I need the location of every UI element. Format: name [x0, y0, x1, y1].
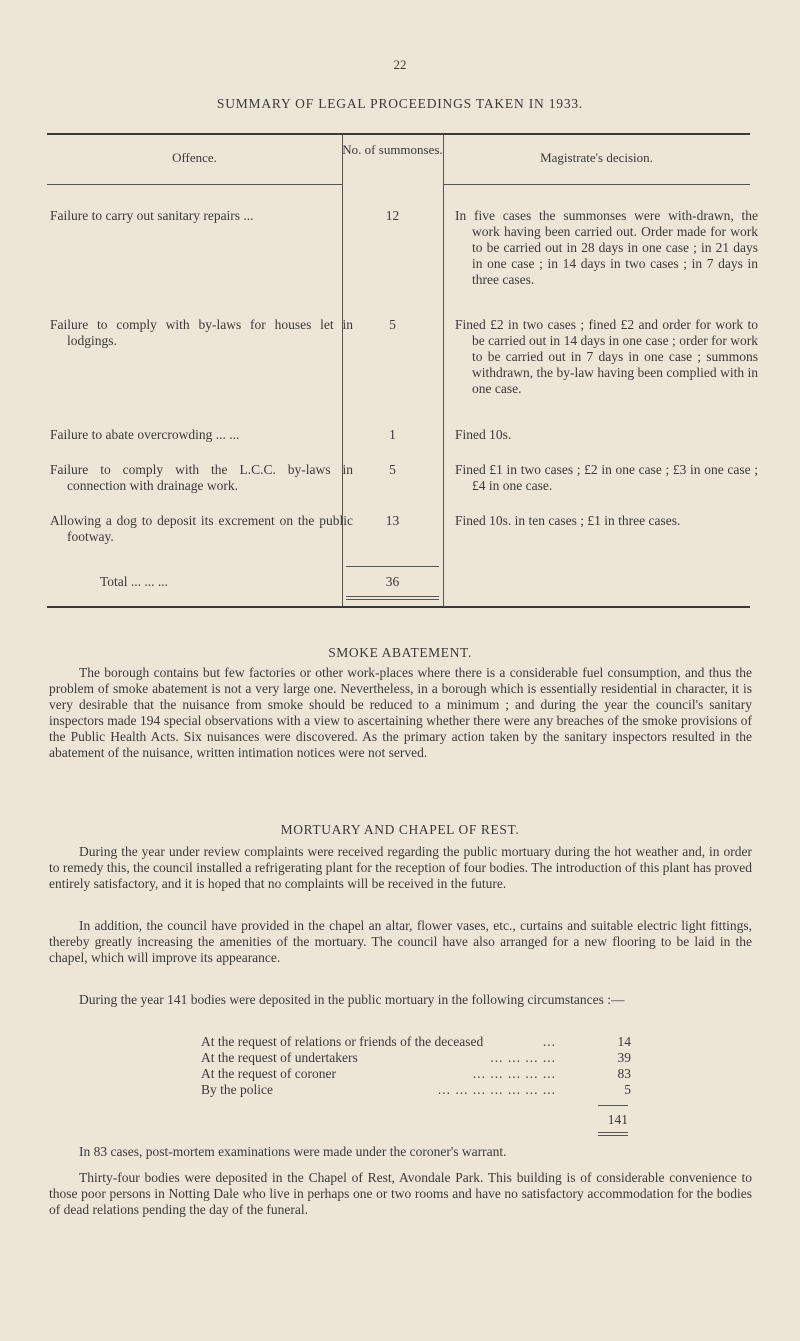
decision-cell: In five cases the summonses were with-drawn, the work having been carried out. Order made for work to be carried out in 28 days in one case ; in 21 days in one case ; in 14 days in two cases ; in 7 days in three cases. — [455, 208, 758, 287]
offence-cell: Failure to comply with by-laws for houses let in lodgings. — [50, 317, 353, 348]
header-summonses: No. of summonses. — [342, 142, 443, 157]
list-item — [201, 1050, 631, 1066]
mortuary-heading: MORTUARY AND CHAPEL OF REST. — [280, 822, 520, 837]
total-rule — [346, 566, 439, 567]
header-decision: Magistrate's decision. — [540, 150, 653, 165]
page-title: SUMMARY OF LEGAL PROCEEDINGS TAKEN IN 1933. — [216, 96, 584, 111]
summonses-cell: 13 — [385, 513, 400, 528]
mortuary-paragraph: During the year 141 bodies were deposited in the public mortuary in the following circumstances :— — [79, 992, 625, 1007]
summonses-cell: 5 — [389, 317, 396, 332]
sum-double-rule — [598, 1132, 628, 1133]
circumstance-value: 14 — [617, 1034, 631, 1049]
list-item — [201, 1082, 631, 1098]
circumstance-label: At the request of relations or friends of the deceased — [201, 1034, 484, 1049]
circumstance-label: At the request of coroner — [201, 1066, 336, 1081]
leader-dots: ... — [542, 1034, 556, 1049]
offence-cell: Allowing a dog to deposit its excrement on the public footway. — [50, 513, 353, 544]
circumstance-value: 39 — [617, 1050, 631, 1065]
summonses-cell: 12 — [385, 208, 400, 223]
offence-cell: Failure to abate overcrowding ... ... — [50, 427, 240, 442]
smoke-abatement-heading: SMOKE ABATEMENT. — [328, 645, 472, 660]
table-top-rule — [47, 133, 750, 135]
summonses-cell: 5 — [389, 462, 396, 477]
leader-dots: ... ... ... ... — [490, 1050, 556, 1065]
circumstance-label: At the request of undertakers — [201, 1050, 358, 1065]
total-double-rule — [346, 596, 439, 597]
list-item — [201, 1034, 631, 1050]
circumstance-label: By the police — [201, 1082, 273, 1097]
offence-cell: Failure to carry out sanitary repairs ... — [50, 208, 254, 223]
leader-dots: ... ... ... ... ... ... ... — [437, 1082, 556, 1097]
sum-rule — [598, 1105, 628, 1106]
offence-cell: Failure to comply with the L.C.C. by-laws in connection with drainage work. — [50, 462, 353, 493]
leader-dots: ... ... ... ... ... — [472, 1066, 556, 1081]
post-mortem-paragraph: In 83 cases, post-mortem examinations were made under the coroner's warrant. — [79, 1144, 507, 1159]
page-number: 22 — [393, 57, 407, 72]
total-double-rule — [346, 599, 439, 600]
column-divider — [443, 135, 444, 606]
decision-cell: Fined 10s. — [455, 427, 512, 442]
header-offence: Offence. — [172, 150, 217, 165]
circumstance-value: 5 — [624, 1082, 631, 1097]
circumstance-value: 83 — [617, 1066, 631, 1081]
mortuary-paragraph: In addition, the council have provided in the chapel an altar, flower vases, etc., curtains and suitable electric light fittings, thereby greatly increasing the amenities of the mortuary. The council have also arranged for a new flooring to be laid in the chapel, which will improve its appearance. — [49, 918, 752, 965]
chapel-of-rest-paragraph: Thirty-four bodies were deposited in the Chapel of Rest, Avondale Park. This building is of considerable convenience to those poor persons in Notting Dale who live in perhaps one or two rooms and have no satisfactory accommodation for the bodies of dead relations pending the day of the funeral. — [49, 1170, 752, 1217]
circumstances-total: 141 — [607, 1112, 628, 1127]
mortuary-paragraph: During the year under review complaints were received regarding the public mortuary during the hot weather and, in order to remedy this, the council installed a refrigerating plant for the reception of four bodies. The introduction of this plant has proved entirely satisfactory, and it is hoped that no complaints will be received in the future. — [49, 844, 752, 891]
total-label: Total ... ... ... — [100, 574, 169, 589]
header-underline — [47, 184, 342, 185]
circumstances-list — [201, 1034, 631, 1098]
list-item — [201, 1066, 631, 1082]
decision-cell: Fined £2 in two cases ; fined £2 and order for work to be carried out in 14 days in one case ; order for work to be carried out in 7 days in one case ; summons withdrawn, the by-law having been complied with in one case. — [455, 317, 758, 396]
summonses-cell: 1 — [389, 427, 396, 442]
total-value: 36 — [385, 574, 400, 589]
decision-cell: Fined 10s. in ten cases ; £1 in three cases. — [455, 513, 681, 528]
header-underline — [443, 184, 750, 185]
sum-double-rule — [598, 1135, 628, 1136]
smoke-abatement-paragraph: The borough contains but few factories or other work-places where there is a considerable fuel consumption, and thus the problem of smoke abatement is not a very large one. Nevertheless, in a borough which is essentially residential in character, it is very desirable that the nuisance from smoke should be reduced to a minimum ; and during the year the council's sanitary inspectors made 194 special observations with a view to ascertaining whether there were any breaches of the smoke provisions of the Public Health Acts. Six nuisances were discovered. As the primary action taken by the sanitary inspectors resulted in the abatement of the nuisance, written intimation notices were not served. — [49, 665, 752, 760]
decision-cell: Fined £1 in two cases ; £2 in one case ; £3 in one case ; £4 in one case. — [455, 462, 758, 493]
table-bottom-rule — [47, 606, 750, 608]
